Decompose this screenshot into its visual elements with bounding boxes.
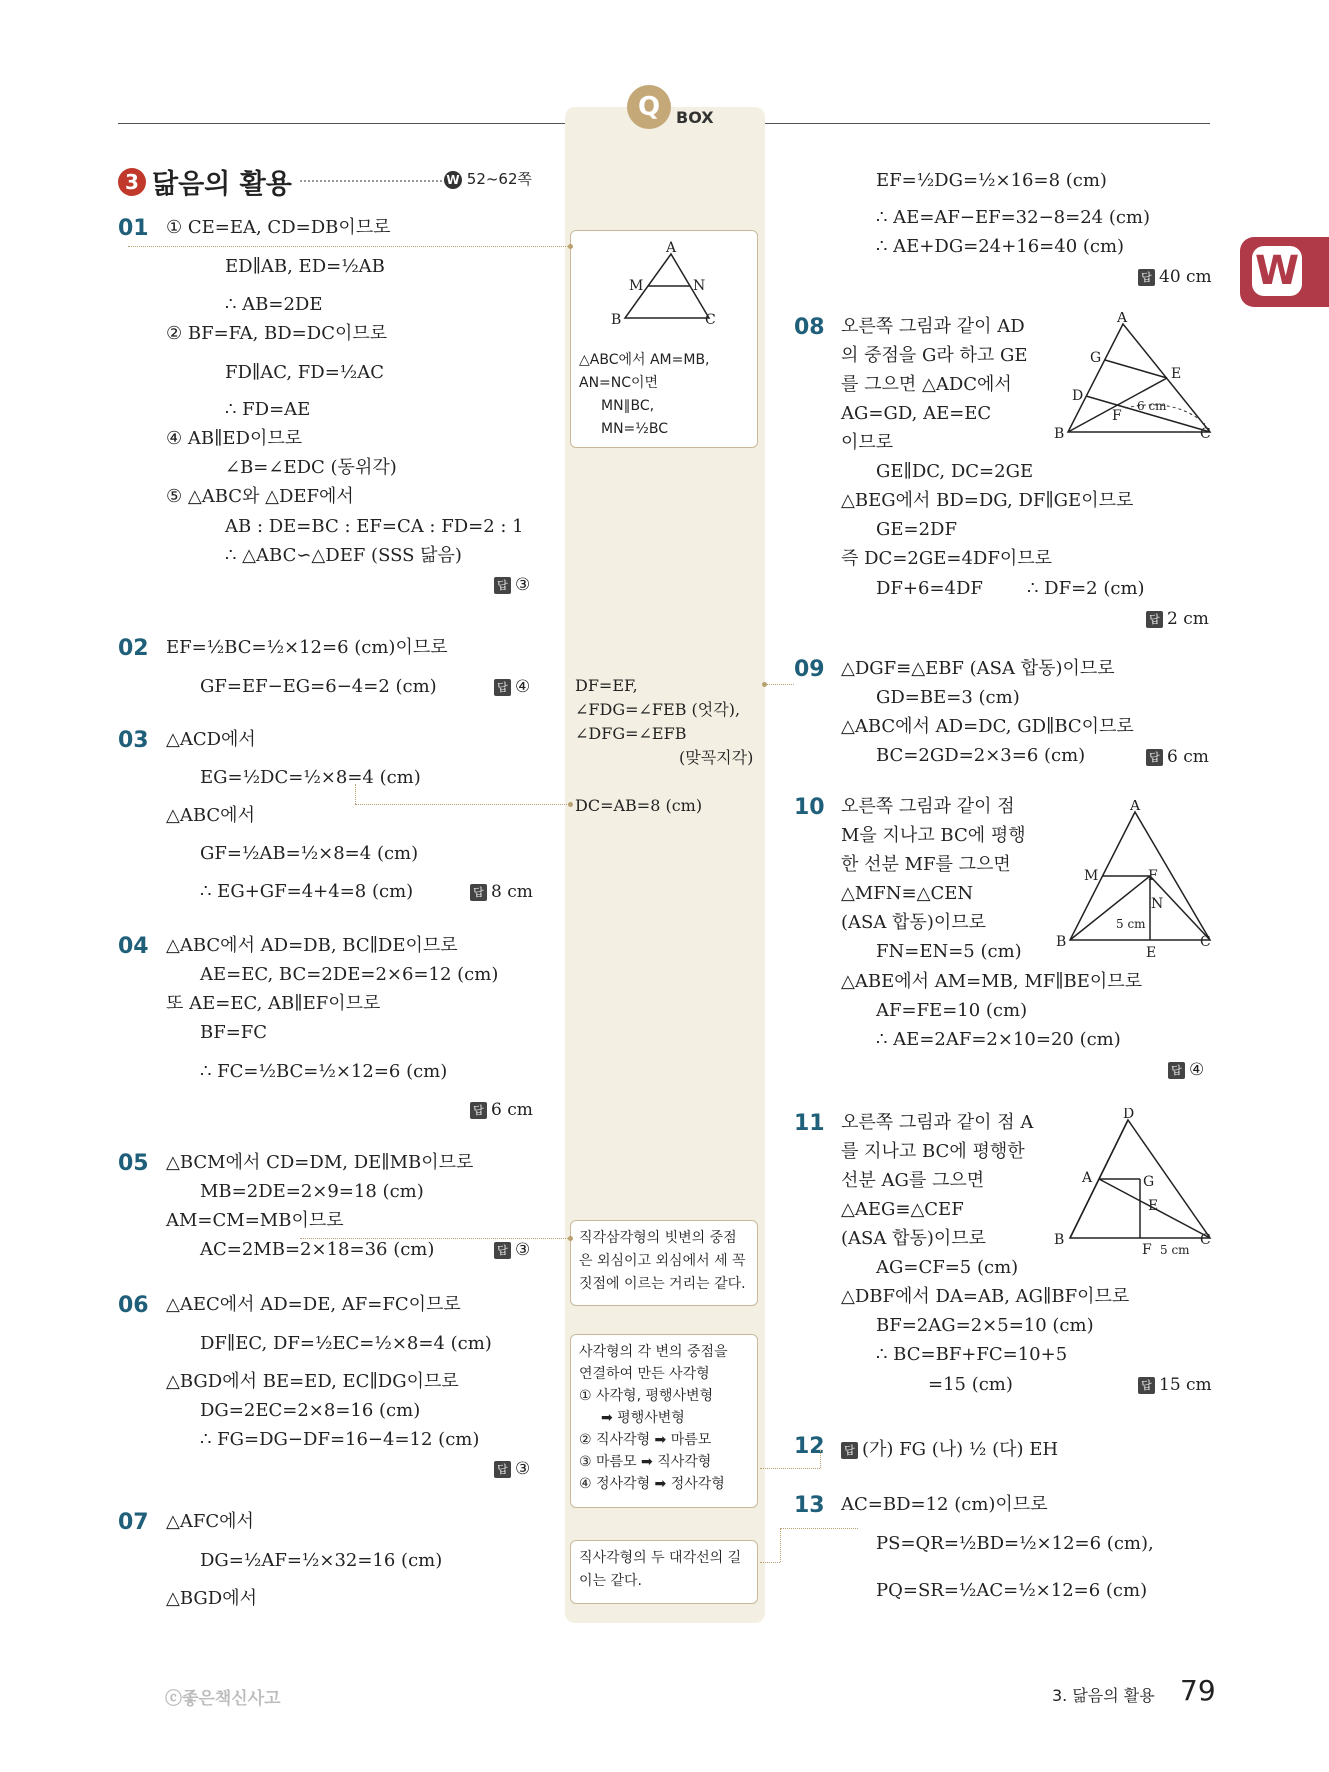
problem-number-03: 03 [118,728,149,753]
p06-line: △AEC에서 AD=DE, AF=FC이므로 [166,1294,461,1315]
problem-number-04: 04 [118,934,149,959]
p04-line: △ABC에서 AD=DB, BC∥DE이므로 [166,935,458,956]
p10-line: AF=FE=10 (cm) [876,1000,1028,1021]
p10-line: △MFN≡△CEN [841,883,974,904]
p11-answer: 답 15 cm [1138,1375,1212,1395]
p07-answer: 답 40 cm [1138,267,1212,287]
fig08-label-e: E [1171,366,1182,382]
publisher-watermark: ⓒ좋은책신사고 [165,1689,281,1709]
answer-icon: 답 [494,1242,511,1259]
problem-number-02: 02 [118,636,149,661]
p07-line: ∴ AE+DG=24+16=40 (cm) [876,236,1125,257]
top-rule-right [765,123,1210,124]
note-fig-label-m: M [629,278,644,294]
p09-line: △DGF≡△EBF (ASA 합동)이므로 [841,658,1115,679]
p10-line: 오른쪽 그림과 같이 점 [841,796,1015,817]
p06-answer: 답 ③ [494,1459,530,1479]
p08-line: AG=GD, AE=EC [841,403,992,424]
p13-line: AC=BD=12 (cm)이므로 [841,1494,1048,1515]
leader-12-v [820,1450,821,1468]
p08-line: 의 중점을 G라 하고 GE [841,345,1028,366]
p03-line: △ABC에서 [166,805,255,826]
p08-answer: 답 2 cm [1146,609,1209,629]
p01-line: ∴ FD=AE [225,399,311,420]
p11-line: AG=CF=5 (cm) [876,1257,1019,1278]
leader-03 [355,804,571,805]
fig11-label-c: C [1200,1232,1211,1248]
note-fig-label-b: B [611,312,622,328]
p05-line: △BCM에서 CD=DM, DE∥MB이므로 [166,1152,474,1173]
p11-line: =15 (cm) [928,1374,1013,1395]
top-rule-left [118,123,565,124]
fig11-label-a: A [1082,1170,1093,1186]
problem-number-08: 08 [794,315,825,340]
note-fig-label-n: N [693,278,706,294]
p04-line: AE=EC, BC=2DE=2×6=12 (cm) [200,964,499,985]
fig08-label-b: B [1054,426,1065,442]
p05-line: MB=2DE=2×9=18 (cm) [200,1181,424,1202]
p01-line: AB : DE=BC : EF=CA : FD=2 : 1 [225,516,524,537]
section-page-ref [444,168,532,189]
leader-dot [568,802,573,807]
figure-08 [1050,312,1220,442]
problem-number-11: 11 [794,1111,825,1136]
problem-number-12: 12 [794,1434,825,1459]
p11-line: 를 지나고 BC에 평행한 [841,1141,1025,1162]
p01-line: ② BF=FA, BD=DC이므로 [166,323,388,344]
p10-line: 한 선분 MF를 그으면 [841,854,1011,875]
section-page-range: 52~62쪽 [466,170,533,188]
qbox-badge: Q [627,85,671,129]
leader-dot [762,682,767,687]
footer-chapter: 3. 닮음의 활용 [1052,1686,1155,1705]
p09-line: BC=2GD=2×3=6 (cm) [876,745,1086,766]
p10-line: M을 지나고 BC에 평행 [841,825,1026,846]
leader-dot [568,1236,573,1241]
p04-line: ∴ FC=½BC=½×12=6 (cm) [200,1061,448,1082]
p11-line: 선분 AG를 그으면 [841,1170,985,1191]
p12-answer: 답 (가) FG (나) ½ (다) EH [841,1435,1058,1461]
p11-line: △AEG≡△CEF [841,1199,964,1220]
fig08-label-a: A [1117,312,1128,326]
p01-answer: 답 ③ [494,575,530,595]
p09-line: GD=BE=3 (cm) [876,687,1020,708]
section-heading [118,162,292,201]
p03-line: ∴ EG+GF=4+4=8 (cm) [200,881,414,902]
p01-line: ∴ AB=2DE [225,294,323,315]
fig11-label-g: G [1143,1174,1155,1190]
p07-line: EF=½DG=½×16=8 (cm) [876,170,1107,191]
answer-icon: 답 [494,679,511,696]
p06-line: △BGD에서 BE=ED, EC∥DG이므로 [166,1371,459,1392]
leader-13 [760,1562,780,1563]
p11-line: (ASA 합동)이므로 [841,1228,987,1249]
leader-01 [128,246,572,247]
leader-05 [300,1238,572,1239]
p10-line: ∴ AE=2AF=2×10=20 (cm) [876,1029,1121,1050]
p08-line: ∴ DF=2 (cm) [1027,578,1145,599]
figure-11 [1050,1108,1220,1258]
fig08-label-f: F [1112,408,1122,424]
p02-answer: 답 ④ [494,677,530,697]
p06-line: DG=2EC=2×8=16 (cm) [200,1400,421,1421]
p08-line: GE=2DF [876,519,957,540]
fig10-label-e: E [1146,945,1157,960]
p01-line: ED∥AB, ED=½AB [225,256,385,277]
answer-icon: 답 [841,1442,858,1459]
p08-line: △BEG에서 BD=DG, DF∥GE이므로 [841,490,1134,511]
p04-answer: 답 6 cm [470,1100,533,1120]
fig08-label-g: G [1090,350,1102,366]
note-quadrilateral-midpoints: 사각형의 각 변의 중점을 연결하여 만든 사각형 ① 사각형, 평행사변형 ➡ 평행사변형 ② 직사각형 ➡ 마름모 ③ 마름모 ➡ 직사각형 ④ 정사각형 ➡ 정사각형 [570,1334,758,1508]
fig11-label-e: E [1148,1198,1159,1214]
leader-dot [568,244,573,249]
p03-answer: 답 8 cm [470,882,533,902]
note-right-triangle: 직각삼각형의 빗변의 중점 은 외심이고 외심에서 세 꼭 짓점에 이르는 거리는 같다. [570,1220,758,1306]
p08-line: GE∥DC, DC=2GE [876,461,1034,482]
p02-line: EF=½BC=½×12=6 (cm)이므로 [166,637,448,658]
p06-line: ∴ FG=DG−DF=16−4=12 (cm) [200,1429,480,1450]
p05-line: AC=2MB=2×18=36 (cm) [200,1239,435,1260]
p10-line: (ASA 합동)이므로 [841,912,987,933]
p01-line: ① CE=EA, CD=DB이므로 [166,217,391,238]
p03-line: EG=½DC=½×8=4 (cm) [200,767,421,788]
p04-line: 또 AE=EC, AB∥EF이므로 [166,993,381,1014]
fig10-label-n: N [1151,896,1164,912]
page-number: 79 [1180,1674,1216,1707]
p07-line: DG=½AF=½×32=16 (cm) [200,1550,443,1571]
note-fig-label-a: A [666,240,677,256]
p01-line: FD∥AC, FD=½AC [225,362,385,383]
p09-line: △ABC에서 AD=DC, GD∥BC이므로 [841,716,1134,737]
answer-icon: 답 [1168,1062,1185,1079]
qbox-label: BOX [676,108,714,127]
p06-line: DF∥EC, DF=½EC=½×8=4 (cm) [200,1333,492,1354]
answer-icon: 답 [1138,269,1155,286]
p08-line: 를 그으면 △ADC에서 [841,374,1012,395]
p05-answer: 답 ③ [494,1240,530,1260]
fig11-label-d: D [1123,1108,1135,1122]
note-triangle-figure [605,240,725,332]
fig08-label-c: C [1200,426,1211,442]
fig11-label-f: F [1142,1242,1152,1258]
p13-line: PS=QR=½BD=½×12=6 (cm), [876,1533,1154,1554]
problem-number-09: 09 [794,657,825,682]
p08-line: 즉 DC=2GE=4DF이므로 [841,548,1052,569]
fig11-label-b: B [1054,1232,1065,1248]
p10-answer: 답 ④ [1168,1060,1204,1080]
answer-icon: 답 [1146,749,1163,766]
section-title: 닮음의 활용 [152,169,292,200]
p07-line: △AFC에서 [166,1511,254,1532]
answer-icon: 답 [1138,1377,1155,1394]
fig10-label-a: A [1130,800,1141,814]
p13-line: PQ=SR=½AC=½×12=6 (cm) [876,1580,1148,1601]
p01-line: ∠B=∠EDC (동위각) [225,457,397,478]
p09-answer: 답 6 cm [1146,747,1209,767]
leader-13-v [780,1528,781,1562]
fig11-length: 5 cm [1160,1243,1190,1257]
workbook-tab[interactable] [1240,237,1329,307]
problem-number-05: 05 [118,1151,149,1176]
fig10-length: 5 cm [1116,917,1146,931]
fig10-label-f: F [1148,868,1158,884]
note-midpoint-theorem: △ABC에서 AM=MB, AN=NC이면 MN∥BC, MN=½BC [570,230,758,448]
fig10-label-m: M [1084,868,1099,884]
p11-line: △DBF에서 DA=AB, AG∥BF이므로 [841,1286,1130,1307]
p04-line: BF=FC [200,1022,268,1043]
p11-line: 오른쪽 그림과 같이 점 A [841,1112,1034,1133]
problem-number-06: 06 [118,1293,149,1318]
figure-10 [1050,800,1220,960]
p10-line: FN=EN=5 (cm) [876,941,1022,962]
section-dots [300,180,442,182]
answer-icon: 답 [494,1461,511,1478]
p08-line: 이므로 [841,432,894,453]
answer-icon: 답 [494,577,511,594]
p05-line: AM=CM=MB이므로 [166,1210,344,1231]
p03-line: GF=½AB=½×8=4 (cm) [200,843,419,864]
leader-13b [780,1528,858,1529]
leader-09 [764,684,794,685]
p08-line: DF+6=4DF [876,578,983,599]
fig08-label-d: D [1072,388,1084,404]
note-fig-label-c: C [705,312,716,328]
note-rectangle-diagonals: 직사각형의 두 대각선의 길 이는 같다. [570,1540,758,1604]
note-dc-ab: DC=AB=8 (cm) [575,796,703,815]
leader-12 [760,1468,820,1469]
answer-icon: 답 [470,884,487,901]
problem-number-10: 10 [794,795,825,820]
fig10-label-b: B [1056,934,1067,950]
problem-number-13: 13 [794,1493,825,1518]
w-logo-icon: W [1252,246,1302,296]
p07-line: ∴ AE=AF−EF=32−8=24 (cm) [876,207,1151,228]
p11-line: BF=2AG=2×5=10 (cm) [876,1315,1094,1336]
note-congruence: DF=EF, ∠FDG=∠FEB (엇각), ∠DFG=∠EFB (맞꼭지각) [575,676,754,767]
answer-icon: 답 [470,1102,487,1119]
problem-number-01: 01 [118,216,149,241]
p01-line: ⑤ △ABC와 △DEF에서 [166,486,354,507]
workbook-icon: W [444,171,462,189]
section-number: 3 [118,168,146,196]
p01-line: ④ AB∥ED이므로 [166,428,303,449]
p01-line: ∴ △ABC∽△DEF (SSS 닮음) [225,545,462,566]
p03-line: △ACD에서 [166,729,256,750]
problem-number-07: 07 [118,1510,149,1535]
fig08-length: 6 cm [1137,399,1167,413]
fig10-label-c: C [1200,934,1211,950]
p11-line: ∴ BC=BF+FC=10+5 [876,1344,1068,1365]
p02-line: GF=EF−EG=6−4=2 (cm) [200,676,437,697]
p08-line: 오른쪽 그림과 같이 AD [841,316,1025,337]
p07-line: △BGD에서 [166,1588,257,1609]
p10-line: △ABE에서 AM=MB, MF∥BE이므로 [841,971,1143,992]
answer-icon: 답 [1146,611,1163,628]
leader-03-v [355,784,356,804]
